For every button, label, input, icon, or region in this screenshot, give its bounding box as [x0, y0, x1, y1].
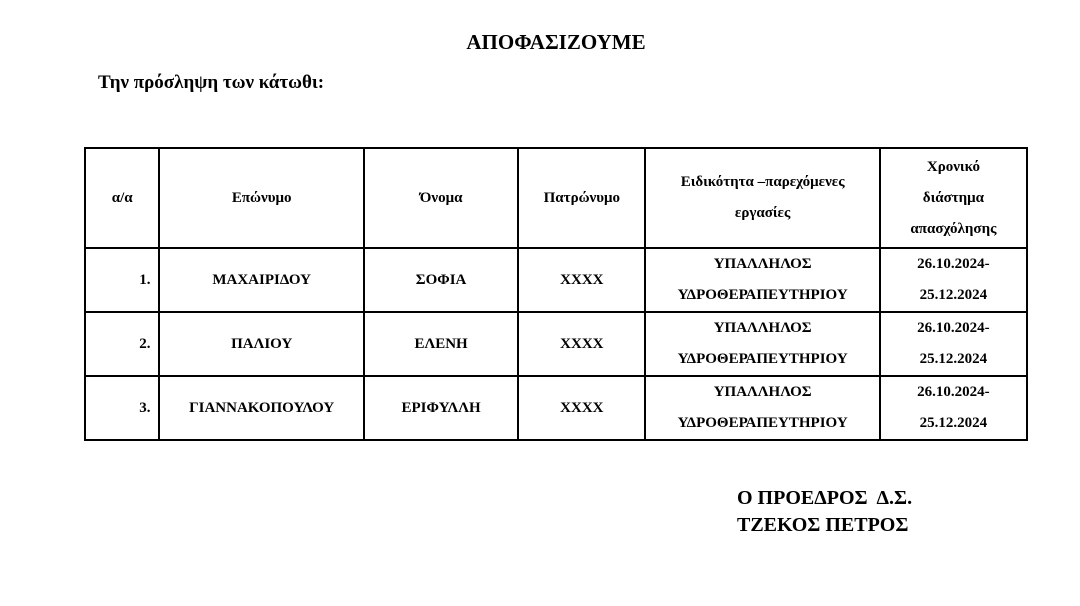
document-heading: ΑΠΟΦΑΣΙΖΟΥΜΕ — [466, 30, 646, 54]
row-period-start: 26.10.2024- — [917, 384, 990, 400]
row-specialty — [645, 376, 879, 440]
row-period-end: 25.12.2024 — [919, 415, 988, 431]
row-index: 3. — [85, 376, 159, 440]
row-specialty-line: ΥΔΡΟΘΕΡΑΠΕΥΤΗΡΙΟΥ — [677, 351, 848, 367]
header-specialty — [645, 148, 879, 248]
table-body — [85, 248, 1027, 440]
row-period — [880, 248, 1027, 312]
row-period-start: 26.10.2024- — [917, 256, 990, 272]
row-index: 1. — [85, 248, 159, 312]
row-father-name: ΧΧΧΧ — [518, 312, 645, 376]
signature-role: Ο ΠΡΟΕΔΡΟΣ Δ.Σ. — [737, 487, 913, 509]
row-specialty-line: ΥΔΡΟΘΕΡΑΠΕΥΤΗΡΙΟΥ — [677, 287, 848, 303]
table-row — [85, 312, 1027, 376]
header-row — [85, 148, 1027, 248]
row-specialty — [645, 312, 879, 376]
header-period — [880, 148, 1027, 248]
signature-name: ΤΖΕΚΟΣ ΠΕΤΡΟΣ — [737, 514, 909, 536]
hiring-table — [84, 147, 1028, 441]
row-father-name: ΧΧΧΧ — [518, 248, 645, 312]
header-father-name: Πατρώνυμο — [518, 148, 645, 248]
header-period-line: Χρονικό — [926, 158, 980, 175]
row-father-name: ΧΧΧΧ — [518, 376, 645, 440]
row-surname: ΓΙΑΝΝΑΚΟΠΟΥΛΟΥ — [159, 376, 363, 440]
row-specialty-line: ΥΠΑΛΛΗΛΟΣ — [713, 384, 812, 400]
row-specialty-line: ΥΠΑΛΛΗΛΟΣ — [713, 320, 812, 336]
row-period-end: 25.12.2024 — [919, 287, 988, 303]
row-index: 2. — [85, 312, 159, 376]
header-surname: Επώνυμο — [159, 148, 363, 248]
row-specialty — [645, 248, 879, 312]
row-surname: ΠΑΛΙΟΥ — [159, 312, 363, 376]
header-specialty-line: Ειδικότητα –παρεχόμενες — [680, 174, 845, 190]
row-surname: ΜΑΧΑΙΡΙΔΟΥ — [159, 248, 363, 312]
intro-text: Την πρόσληψη των κάτωθι: — [98, 72, 325, 93]
table-header — [85, 148, 1027, 248]
row-period-end: 25.12.2024 — [919, 351, 988, 367]
header-period-line: διάστημα — [922, 189, 985, 206]
table-row — [85, 248, 1027, 312]
row-period — [880, 376, 1027, 440]
header-name: Όνομα — [364, 148, 518, 248]
header-index: α/α — [85, 148, 159, 248]
header-period-line: απασχόλησης — [910, 220, 997, 237]
row-name: ΕΡΙΦΥΛΛΗ — [364, 376, 518, 440]
signature-block — [737, 485, 912, 539]
row-period-start: 26.10.2024- — [917, 320, 990, 336]
row-period — [880, 312, 1027, 376]
row-name: ΕΛΕΝΗ — [364, 312, 518, 376]
table-row — [85, 376, 1027, 440]
header-specialty-line: εργασίες — [734, 205, 791, 221]
row-specialty-line: ΥΠΑΛΛΗΛΟΣ — [713, 256, 812, 272]
row-name: ΣΟΦΙΑ — [364, 248, 518, 312]
row-specialty-line: ΥΔΡΟΘΕΡΑΠΕΥΤΗΡΙΟΥ — [677, 415, 848, 431]
